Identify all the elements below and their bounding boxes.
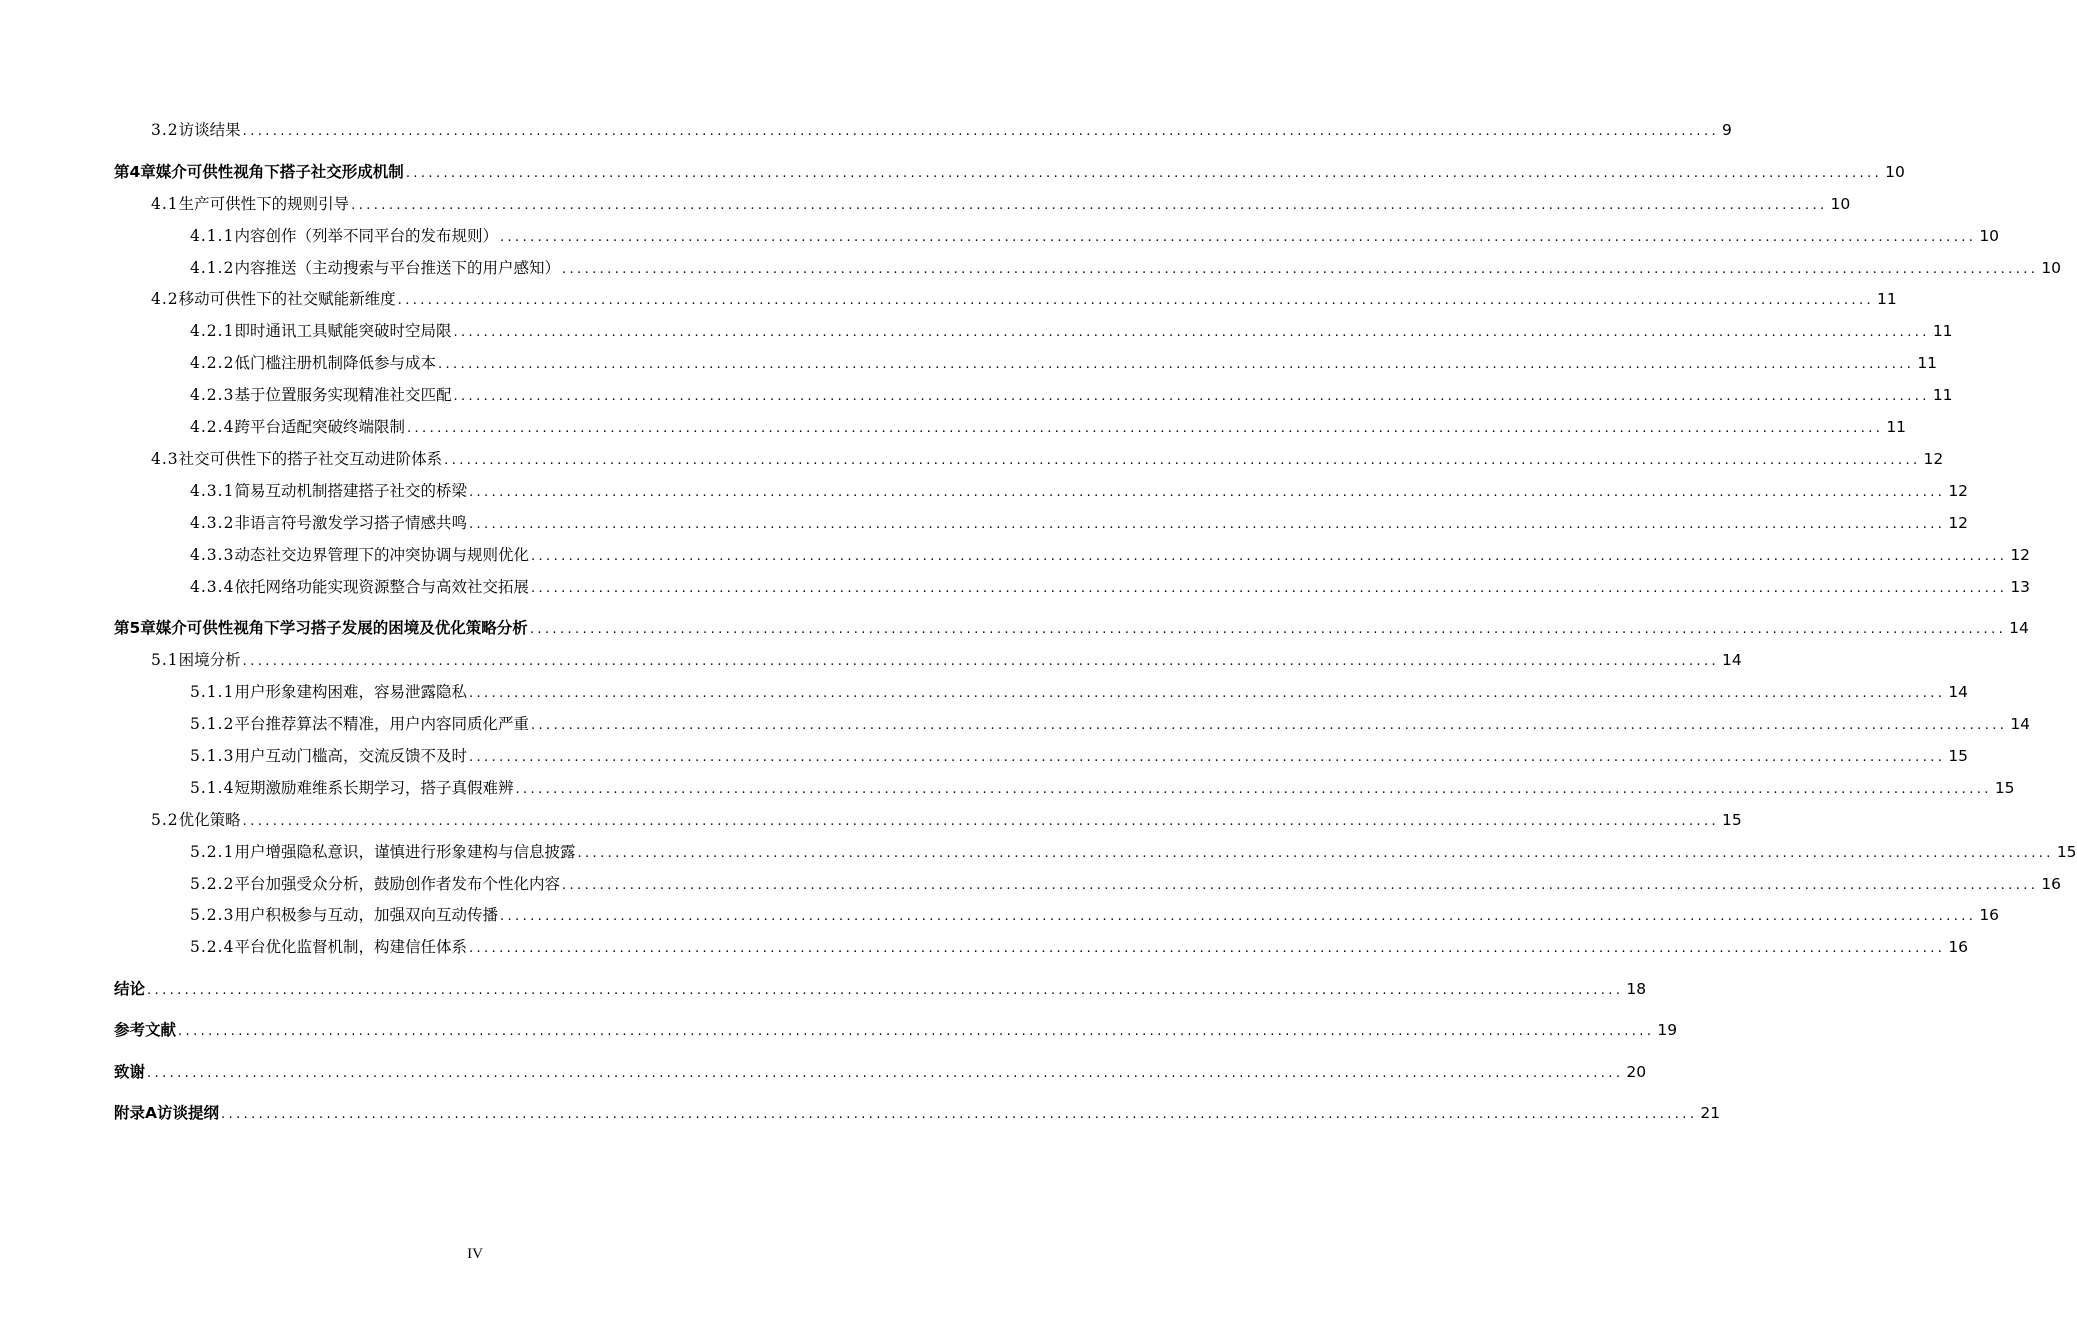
- toc-entry[interactable]: [190, 682, 1969, 704]
- toc-entry-page: 10: [1830, 195, 1851, 213]
- toc-entry-title: 用户积极参与互动，加强双向互动传播: [234, 906, 498, 924]
- toc-entry-title: 简易互动机制搭建搭子社交的桥梁: [234, 482, 467, 500]
- toc-entry-page: 15: [1948, 747, 1969, 765]
- toc-entry-title: 用户形象建构困难，容易泄露隐私: [234, 683, 467, 701]
- toc-entry-number: 5.1.1: [190, 683, 235, 701]
- toc-entry-page: 16: [1948, 938, 1969, 956]
- toc-entry-page: 12: [1948, 482, 1969, 500]
- dot-leader: ....................................................................................................................................................................................................: [242, 124, 1720, 139]
- toc-entry[interactable]: [190, 937, 1969, 959]
- dot-leader: ....................................................................................................................................................................................................: [444, 453, 1921, 468]
- toc-entry-number: 5.1.2: [190, 715, 235, 733]
- toc-entry[interactable]: [190, 874, 2062, 896]
- toc-entry[interactable]: [114, 162, 1905, 184]
- dot-leader: ....................................................................................................................................................................................................: [561, 878, 2039, 893]
- toc-entry-number: 3.2: [151, 121, 179, 139]
- dot-leader: ....................................................................................................................................................................................................: [468, 517, 1946, 532]
- toc-entry-title: 非语言符号激发学习搭子情感共鸣: [234, 514, 467, 532]
- toc-entry-title: 致谢: [114, 1063, 146, 1081]
- toc-entry-title: 平台加强受众分析，鼓励创作者发布个性化内容: [234, 875, 560, 893]
- toc-entry[interactable]: [151, 289, 1897, 311]
- dot-leader: ....................................................................................................................................................................................................: [242, 654, 1720, 669]
- toc-entry-number: 4.3.3: [190, 546, 235, 564]
- toc-entry[interactable]: [190, 258, 2062, 280]
- toc-entry-page: 10: [1885, 163, 1905, 181]
- toc-entry-title: 平台优化监督机制，构建信任体系: [234, 938, 467, 956]
- toc-entry-page: 11: [1932, 386, 1953, 404]
- toc-entry-title: 内容创作（列举不同平台的发布规则）: [234, 227, 498, 245]
- toc-entry-number: 4.2.1: [190, 322, 235, 340]
- toc-entry[interactable]: [190, 778, 2015, 800]
- dot-leader: ....................................................................................................................................................................................................: [147, 983, 1624, 998]
- toc-entry-page: 20: [1626, 1063, 1647, 1081]
- toc-entry-page: 14: [1948, 683, 1969, 701]
- toc-entry[interactable]: [190, 226, 2000, 248]
- toc-entry-title: 动态社交边界管理下的冲突协调与规则优化: [234, 546, 529, 564]
- dot-leader: ....................................................................................................................................................................................................: [453, 389, 1930, 404]
- toc-entry-number: 5.2: [151, 811, 179, 829]
- toc-entry-page: 11: [1932, 322, 1953, 340]
- dot-leader: ....................................................................................................................................................................................................: [577, 846, 2054, 861]
- toc-entry-page: 14: [2010, 715, 2031, 733]
- dot-leader: ....................................................................................................................................................................................................: [147, 1066, 1624, 1081]
- toc-entry-title: 短期激励难维系长期学习，搭子真假难辨: [234, 779, 514, 797]
- toc-entry-page: 21: [1700, 1104, 1721, 1122]
- toc-entry-title: 困境分析: [178, 651, 241, 669]
- toc-entry-page: 15: [2056, 843, 2077, 861]
- dot-leader: ....................................................................................................................................................................................................: [530, 581, 2008, 596]
- dot-leader: ....................................................................................................................................................................................................: [499, 909, 1977, 924]
- toc-entry-number: 5.2.2: [190, 875, 235, 893]
- toc-entry-title: 基于位置服务实现精准社交匹配: [234, 386, 452, 404]
- toc-entry-page: 19: [1657, 1021, 1678, 1039]
- toc-entry[interactable]: [114, 1020, 1678, 1042]
- toc-entry[interactable]: [114, 1062, 1647, 1084]
- dot-leader: ....................................................................................................................................................................................................: [468, 485, 1946, 500]
- toc-entry-page: 11: [1917, 354, 1938, 372]
- toc-entry-number: 4.3: [151, 450, 179, 468]
- toc-entry-number: 5.1.3: [190, 747, 235, 765]
- toc-entry-page: 18: [1626, 980, 1647, 998]
- toc-entry-title: 媒介可供性视角下搭子社交形成机制: [155, 163, 404, 181]
- toc-entry-title: 参考文献: [114, 1021, 177, 1039]
- toc-entry-page: 16: [2041, 875, 2062, 893]
- toc-entry-number: 5.2.4: [190, 938, 235, 956]
- toc-entry-number: 4.3.1: [190, 482, 235, 500]
- toc-entry-page: 12: [1923, 450, 1944, 468]
- dot-leader: ....................................................................................................................................................................................................: [499, 230, 1977, 245]
- toc-entry[interactable]: [190, 417, 1907, 439]
- toc-entry-page: 15: [1994, 779, 2015, 797]
- toc-entry-title: 用户增强隐私意识，谨慎进行形象建构与信息披露: [234, 843, 576, 861]
- toc-entry-page: 16: [1979, 906, 2000, 924]
- toc-entry-number: 4.2: [151, 290, 179, 308]
- page-number-footer: IV: [467, 1246, 483, 1262]
- toc-entry[interactable]: [190, 577, 2031, 599]
- toc-entry[interactable]: [114, 979, 1647, 1001]
- toc-entry-number: 4.2.3: [190, 386, 235, 404]
- toc-entry[interactable]: [190, 746, 1969, 768]
- toc-entry[interactable]: [151, 120, 1732, 142]
- toc-entry-title: 跨平台适配突破终端限制: [234, 418, 405, 436]
- toc-entry-number: 4.2.4: [190, 418, 235, 436]
- toc-entry-page: 15: [1722, 811, 1742, 829]
- toc-entry[interactable]: [114, 618, 2029, 640]
- toc-entry[interactable]: [151, 194, 1851, 216]
- toc-entry[interactable]: [151, 810, 1742, 832]
- toc-entry-number: 5.2.3: [190, 906, 235, 924]
- toc-entry-number: 4.3.4: [190, 578, 235, 596]
- toc-entry-title: 依托网络功能实现资源整合与高效社交拓展: [234, 578, 529, 596]
- toc-entry-title: 移动可供性下的社交赋能新维度: [178, 290, 396, 308]
- toc-entry-title: 即时通讯工具赋能突破时空局限: [234, 322, 452, 340]
- toc-entry-number: 4.3.2: [190, 514, 235, 532]
- toc-entry[interactable]: [190, 385, 1953, 407]
- toc-entry-number: 4.1.1: [190, 227, 235, 245]
- dot-leader: ....................................................................................................................................................................................................: [561, 262, 2039, 277]
- toc-entry-number: 附录A: [114, 1104, 157, 1122]
- toc-entry[interactable]: [190, 353, 1938, 375]
- toc-entry-number: 4.1.2: [190, 259, 235, 277]
- toc-entry[interactable]: [190, 321, 1953, 343]
- toc-entry-title: 访谈结果: [178, 121, 241, 139]
- toc-entry-title: 低门槛注册机制降低参与成本: [234, 354, 436, 372]
- toc-entry-page: 12: [1948, 514, 1969, 532]
- dot-leader: ....................................................................................................................................................................................................: [530, 718, 2008, 733]
- toc-entry-page: 10: [2041, 259, 2062, 277]
- toc-entry-number: 5.2.1: [190, 843, 235, 861]
- toc-entry-number: 5.1.4: [190, 779, 235, 797]
- dot-leader: ....................................................................................................................................................................................................: [406, 421, 1884, 436]
- toc-entry-page: 11: [1877, 290, 1897, 308]
- toc-entry[interactable]: [190, 842, 2077, 864]
- toc-entry-page: 14: [2009, 619, 2029, 637]
- toc-entry-number: 4.1: [151, 195, 179, 213]
- dot-leader: ....................................................................................................................................................................................................: [221, 1107, 1698, 1122]
- dot-leader: ....................................................................................................................................................................................................: [468, 750, 1946, 765]
- toc-entry[interactable]: [114, 1103, 1721, 1125]
- toc-entry-title: 平台推荐算法不精准，用户内容同质化严重: [234, 715, 529, 733]
- toc-entry-number: 第4章: [114, 163, 156, 181]
- toc-entry[interactable]: [190, 905, 2000, 927]
- toc-entry[interactable]: [190, 545, 2031, 567]
- toc-entry-page: 10: [1979, 227, 2000, 245]
- dot-leader: ....................................................................................................................................................................................................: [405, 166, 1883, 181]
- toc-entry-number: 5.1: [151, 651, 179, 669]
- toc-entry-title: 媒介可供性视角下学习搭子发展的困境及优化策略分析: [155, 619, 528, 637]
- dot-leader: ....................................................................................................................................................................................................: [468, 941, 1946, 956]
- dot-leader: ....................................................................................................................................................................................................: [515, 782, 1992, 797]
- toc-entry-page: 12: [2010, 546, 2031, 564]
- toc-entry-number: 4.2.2: [190, 354, 235, 372]
- toc-entry-title: 结论: [114, 980, 146, 998]
- dot-leader: ....................................................................................................................................................................................................: [437, 357, 1915, 372]
- dot-leader: ....................................................................................................................................................................................................: [530, 549, 2008, 564]
- dot-leader: ....................................................................................................................................................................................................: [468, 686, 1946, 701]
- dot-leader: ....................................................................................................................................................................................................: [529, 622, 2007, 637]
- toc-entry-title: 生产可供性下的规则引导: [178, 195, 350, 213]
- toc-entry-title: 社交可供性下的搭子社交互动进阶体系: [178, 450, 443, 468]
- dot-leader: ....................................................................................................................................................................................................: [397, 293, 1875, 308]
- toc-entry-page: 14: [1722, 651, 1742, 669]
- toc-entry[interactable]: [151, 650, 1742, 672]
- dot-leader: ....................................................................................................................................................................................................: [178, 1024, 1655, 1039]
- toc-entry-title: 内容推送（主动搜索与平台推送下的用户感知）: [234, 259, 560, 277]
- dot-leader: ....................................................................................................................................................................................................: [351, 198, 1828, 213]
- toc-entry-title: 优化策略: [178, 811, 241, 829]
- dot-leader: ....................................................................................................................................................................................................: [242, 814, 1720, 829]
- toc-entry-page: 11: [1886, 418, 1907, 436]
- toc-entry[interactable]: [151, 449, 1944, 471]
- toc-entry[interactable]: [190, 513, 1969, 535]
- toc-entry-title: 访谈提纲: [157, 1104, 220, 1122]
- toc-entry[interactable]: [190, 714, 2031, 736]
- toc-entry-number: 第5章: [114, 619, 156, 637]
- toc-entry-page: 9: [1722, 121, 1732, 139]
- toc-entry[interactable]: [190, 481, 1969, 503]
- toc-entry-page: 13: [2010, 578, 2031, 596]
- toc-entry-title: 用户互动门槛高，交流反馈不及时: [234, 747, 467, 765]
- dot-leader: ....................................................................................................................................................................................................: [453, 325, 1930, 340]
